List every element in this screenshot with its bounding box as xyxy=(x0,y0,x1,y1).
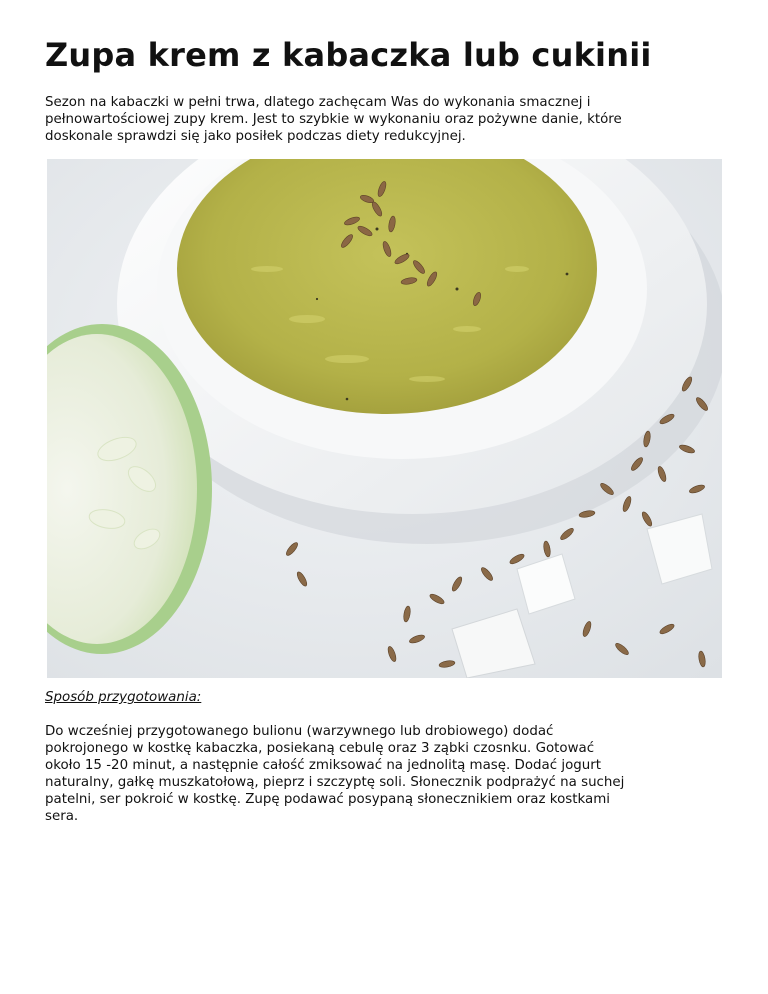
soup-photo xyxy=(47,159,722,678)
method-line: pokrojonego w kostkę kabaczka, posiekaną cebulę oraz 3 ząbki czosnku. Gotować xyxy=(45,741,595,756)
method-line: sera. xyxy=(45,809,79,824)
method-line: patelni, ser pokroić w kostkę. Zupę podawać posypaną słonecznikiem oraz kostkami xyxy=(45,792,610,807)
section-heading: Sposób przygotowania: xyxy=(45,690,202,705)
intro-line: pełnowartościowej zupy krem. Jest to szybkie w wykonaniu oraz pożywne danie, które xyxy=(45,112,622,127)
method-line: około 15 -20 minut, a następnie całość zmiksować na jednolitą masę. Dodać jogurt xyxy=(45,758,602,773)
method-line: naturalny, gałkę muszkatołową, pieprz i szczyptę soli. Słonecznik podprażyć na suchej xyxy=(45,775,625,790)
method-line: Do wcześniej przygotowanego bulionu (warzywnego lub drobiowego) dodać xyxy=(45,724,554,739)
method-paragraph xyxy=(45,723,735,825)
intro-paragraph xyxy=(45,94,735,145)
intro-line: doskonale sprawdzi się jako posiłek podczas diety redukcyjnej. xyxy=(45,129,466,144)
intro-line: Sezon na kabaczki w pełni trwa, dlatego zachęcam Was do wykonania smacznej i xyxy=(45,95,591,110)
soup-photo-illustration xyxy=(47,159,722,678)
page-title: Zupa krem z kabaczka lub cukinii xyxy=(45,36,652,74)
